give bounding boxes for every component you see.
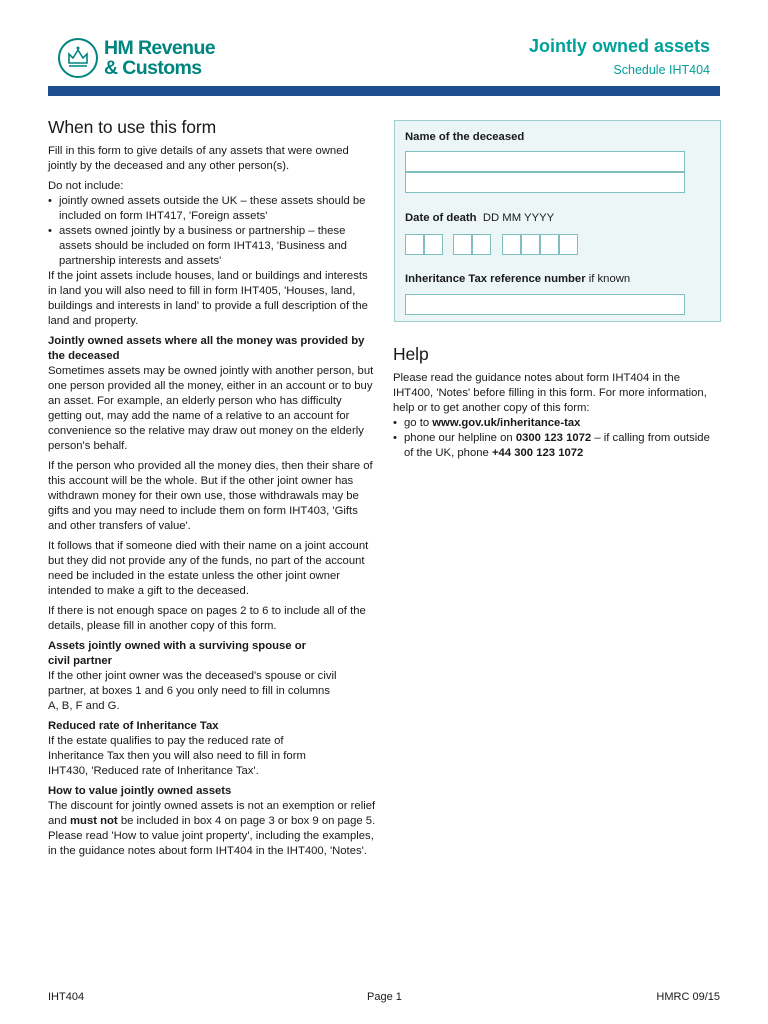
when-to-use-heading: When to use this form (48, 117, 217, 137)
valuation-paragraph (48, 799, 378, 859)
valuation-text-1: The discount for jointly owned assets is not an exemption or relief and (48, 800, 376, 827)
must-not-text: must not (70, 815, 118, 827)
reduced-rate-paragraph: If the estate qualifies to pay the reduced rate of Inheritance Tax then you will also need to fill in form IHT430, 'Reduced rate of Inheritance Tax'. (48, 735, 306, 777)
date-of-death-label-text: Date of death (405, 212, 477, 224)
date-of-death-label (405, 212, 554, 224)
year-digit-3[interactable] (540, 234, 559, 255)
day-digit-2[interactable] (424, 234, 443, 255)
form-schedule: Schedule IHT404 (613, 63, 710, 77)
footer-version: HMRC 09/15 (656, 991, 720, 1003)
list-item: • assets owned jointly by a business or partnership – these assets should be included on form IHT413, 'Business and partnership interests and assets' (48, 224, 378, 269)
go-to-text: go to (404, 417, 433, 429)
list-item (393, 416, 721, 431)
reference-label (405, 273, 630, 285)
hmrc-logo (58, 38, 215, 78)
year-digit-4[interactable] (559, 234, 578, 255)
money-provided-heading: Jointly owned assets where all the money was provided by the deceased (48, 335, 365, 362)
valuation-text-2: be included in box 4 on page 3 or box 9 on page 5. Please read 'How to value joint property', including the examples, in the guidance notes about form IHT404 in the IHT400, 'Notes'. (48, 815, 376, 857)
list-item (393, 431, 721, 461)
name-label-text: Name of the deceased (405, 131, 525, 143)
guidance-column (48, 116, 378, 864)
help-list (393, 416, 721, 461)
space-paragraph: If there is not enough space on pages 2 to 6 to include all of the details, please fill in another copy of this form. (48, 605, 366, 632)
land-paragraph: If the joint assets include houses, land or buildings and interests in land you will also need to fill in form IHT405, 'Houses, land, buildings and interests in land' to provide a full description of the land and property. (48, 270, 368, 327)
overseas-number: +44 300 123 1072 (491, 447, 584, 459)
day-digit-1[interactable] (405, 234, 424, 255)
money-paragraph-1: Sometimes assets may be owned jointly with another person, but one person provided all the money, either in an account or to buy an asset. For example, an elderly person who has difficulty getting out, may add the name of a relative to an account for convenience so the relative may draw out money on the elderly person's behalf. (48, 365, 374, 452)
do-not-include-label: Do not include: (48, 180, 124, 192)
month-digit-2[interactable] (472, 234, 491, 255)
date-format-hint: DD MM YYYY (482, 212, 555, 224)
help-paragraph: Please read the guidance notes about form IHT404 in the IHT400, 'Notes' before filling in this form. For more information, help or to get another copy of this form: (393, 372, 707, 414)
logo-line-1: HM Revenue (104, 37, 216, 59)
year-digit-2[interactable] (521, 234, 540, 255)
overseas-text: – if calling from outside of the UK, phone (404, 432, 710, 459)
header-bar (48, 86, 720, 96)
money-paragraph-2: If the person who provided all the money dies, then their share of this account will be the whole. But if the other joint owner has withdrawn money for their own use, those withdrawals may be gifts and you may need to include them on form IHT403, 'Gifts and other transfers of value'. (48, 460, 373, 532)
money-paragraph-3: It follows that if someone died with their name on a joint account but they did not provide any of the funds, no part of the account need be included in the estate unless the other joint owner intended to make a gift to the deceased. (48, 540, 369, 597)
name-field-line-2[interactable] (405, 172, 685, 193)
logo-line-2: & Customs (104, 57, 202, 79)
helpline-number: 0300 123 1072 (515, 432, 592, 444)
page-number: Page 1 (367, 991, 402, 1003)
name-label (405, 131, 524, 143)
month-digit-1[interactable] (453, 234, 472, 255)
name-field-line-1[interactable] (405, 151, 685, 172)
gov-uk-link[interactable]: www.gov.uk/inheritance-tax (432, 417, 581, 429)
intro-paragraph: Fill in this form to give details of any assets that were owned jointly by the deceased and any other person(s). (48, 145, 349, 172)
phone-text: phone our helpline on (404, 432, 516, 444)
spouse-heading: Assets jointly owned with a surviving spouse or civil partner (48, 640, 306, 667)
reduced-rate-heading: Reduced rate of Inheritance Tax (48, 720, 219, 732)
deceased-details-panel (394, 120, 721, 322)
exclusion-list (48, 194, 378, 269)
crown-crest-icon (58, 38, 98, 78)
valuation-heading: How to value jointly owned assets (48, 785, 232, 797)
reference-number-field[interactable] (405, 294, 685, 315)
year-digit-1[interactable] (502, 234, 521, 255)
form-title: Jointly owned assets (528, 36, 710, 56)
help-heading: Help (393, 344, 429, 364)
footer-form-code: IHT404 (48, 991, 85, 1003)
list-item: • jointly owned assets outside the UK – these assets should be included on form IHT417, 'Foreign assets' (48, 194, 378, 224)
help-section (393, 343, 721, 461)
reference-label-text: Inheritance Tax reference number (405, 273, 586, 285)
reference-hint: if known (588, 273, 631, 285)
spouse-paragraph: If the other joint owner was the deceased's spouse or civil partner, at boxes 1 and 6 you only need to fill in columns A, B, F and G. (48, 670, 337, 712)
